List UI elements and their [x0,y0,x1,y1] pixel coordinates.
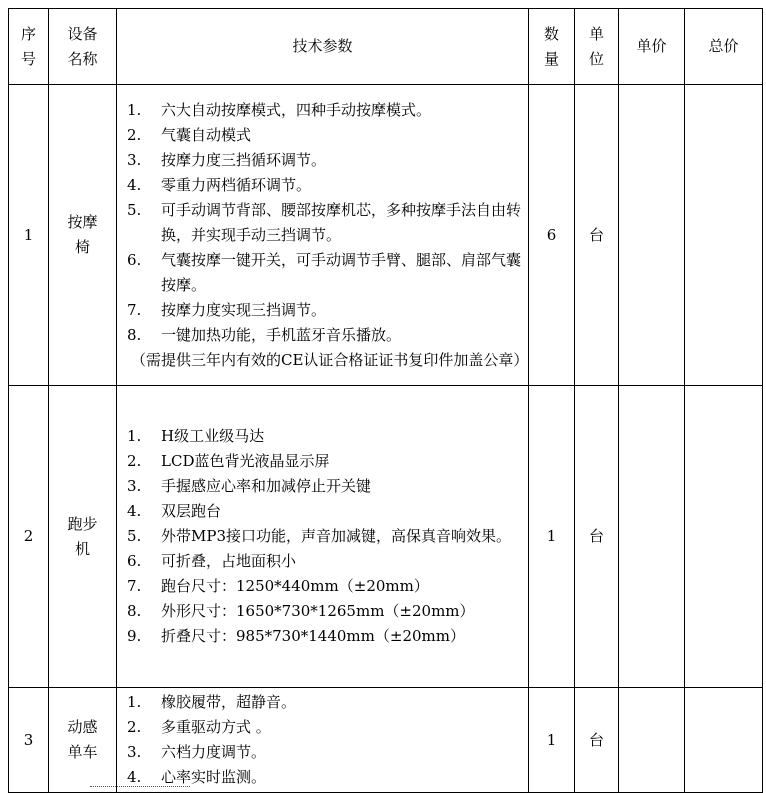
row-unit: 台 [575,85,619,386]
spec-number: 3. [127,743,142,761]
row-name-line1: 跑步 [67,514,98,533]
table-row [9,386,763,688]
spec-number: 4. [127,502,142,520]
spec-text: 手握感应心率和加减停止开关键 [161,477,372,495]
spec-item [127,449,522,474]
spec-number: 1. [127,427,142,445]
spec-item [127,323,522,348]
header-unit [575,9,619,85]
spec-item [127,474,522,499]
spec-number: 4. [127,768,142,786]
spec-item [127,248,522,298]
header-row [9,9,763,85]
spec-text: 六档力度调节。 [161,743,267,761]
spec-text: 双层跑台 [161,502,222,520]
spec-item [127,98,522,123]
spec-text: 外带MP3接口功能，声音加减键，高保真音响效果。 [161,527,511,545]
header-unit-price: 单价 [619,9,685,85]
equipment-table [8,8,763,793]
spec-text: 折叠尺寸：985*730*1440mm（±20mm） [161,627,465,645]
header-qty-line2: 量 [543,49,559,68]
spec-text: 可折叠，占地面积小 [161,552,297,570]
row-qty: 1 [529,386,575,688]
spec-number: 2. [127,718,142,736]
spec-number: 4. [127,175,142,194]
spec-text: 可手动调节背部、腰部按摩机芯，多种按摩手法自由转换，并实现手动三挡调节。 [161,200,522,244]
spec-item [127,424,522,449]
row-qty: 1 [529,688,575,793]
certification-note: （需提供三年内有效的CE认证合格证证书复印件加盖公章） [131,350,529,369]
spec-text: 按摩力度实现三挡调节。 [161,300,327,319]
row-unit-price [619,688,685,793]
spec-item [127,599,522,624]
header-total: 总价 [685,9,763,85]
header-qty-line1: 数 [543,24,559,43]
row-name [49,386,117,688]
header-name [49,9,117,85]
spec-number: 9. [127,627,142,645]
spec-item [127,123,522,148]
row-name-line2: 椅 [74,238,90,256]
header-unit-line1: 单 [588,24,604,43]
header-qty [529,9,575,85]
row-unit-price [619,85,685,386]
row-seq: 3 [9,688,49,793]
header-seq [9,9,49,85]
header-name-line2: 名称 [67,49,98,68]
spec-number: 1. [127,100,142,119]
header-seq-line1: 序 [20,24,36,43]
spec-number: 1. [127,693,142,711]
spec-list [127,424,522,649]
spec-number: 5. [127,527,142,545]
table-row [9,85,763,386]
row-unit: 台 [575,386,619,688]
spec-item [127,524,522,549]
spec-text: 外形尺寸：1650*730*1265mm（±20mm） [161,602,475,620]
spec-text: 按摩力度三挡循环调节。 [161,150,327,169]
spec-text: 六大自动按摩模式，四种手动按摩模式。 [161,100,432,119]
spec-item [127,148,522,173]
spec-text: 跑台尺寸：1250*440mm（±20mm） [161,577,429,595]
row-seq: 2 [9,386,49,688]
spec-item [127,690,522,715]
spec-list [127,98,522,348]
spec-item [127,298,522,323]
spec-number: 6. [127,250,142,269]
spec-item [127,624,522,649]
spec-item [127,499,522,524]
row-name [49,688,117,793]
header-seq-line2: 号 [20,49,36,68]
spec-item [127,173,522,198]
header-name-line1: 设备 [67,24,98,43]
spec-number: 8. [127,602,142,620]
row-name-line1: 按摩 [67,213,98,231]
row-specs [117,688,529,793]
spec-number: 6. [127,552,142,570]
header-unit-line2: 位 [588,49,604,68]
table-row [9,688,763,793]
spec-text: 零重力两档循环调节。 [161,175,312,194]
spec-number: 5. [127,200,142,219]
spec-list [127,690,522,790]
row-name-line2: 机 [74,539,90,558]
spec-number: 3. [127,150,142,169]
spec-item [127,574,522,599]
row-specs [117,386,529,688]
header-specs: 技术参数 [117,9,529,85]
row-name-line2: 单车 [67,743,98,761]
spec-text: 一键加热功能，手机蓝牙音乐播放。 [161,325,402,344]
row-unit: 台 [575,688,619,793]
row-total [685,386,763,688]
spec-item [127,715,522,740]
row-seq: 1 [9,85,49,386]
spec-item [127,549,522,574]
row-name-line1: 动感 [67,718,98,736]
row-unit-price [619,386,685,688]
spec-number: 3. [127,477,142,495]
row-total [685,688,763,793]
spec-number: 2. [127,125,142,144]
spec-item [127,740,522,765]
spec-number: 2. [127,452,142,470]
row-specs [117,85,529,386]
spec-text: 橡胶履带，超静音。 [161,693,297,711]
spec-text: H级工业级马达 [161,427,265,445]
spec-number: 8. [127,325,142,344]
spec-text: LCD蓝色背光液晶显示屏 [161,452,330,470]
spec-text: 气囊自动模式 [161,125,252,144]
spec-text: 心率实时监测。 [161,768,267,786]
row-name [49,85,117,386]
spec-number: 7. [127,300,142,319]
spec-text: 气囊按摩一键开关，可手动调节手臂、腿部、肩部气囊按摩。 [161,250,522,294]
spec-number: 7. [127,577,142,595]
spec-text: 多重驱动方式 。 [161,718,271,736]
cut-off-text-fragment [90,786,190,789]
row-qty: 6 [529,85,575,386]
spec-item [127,198,522,248]
row-total [685,85,763,386]
